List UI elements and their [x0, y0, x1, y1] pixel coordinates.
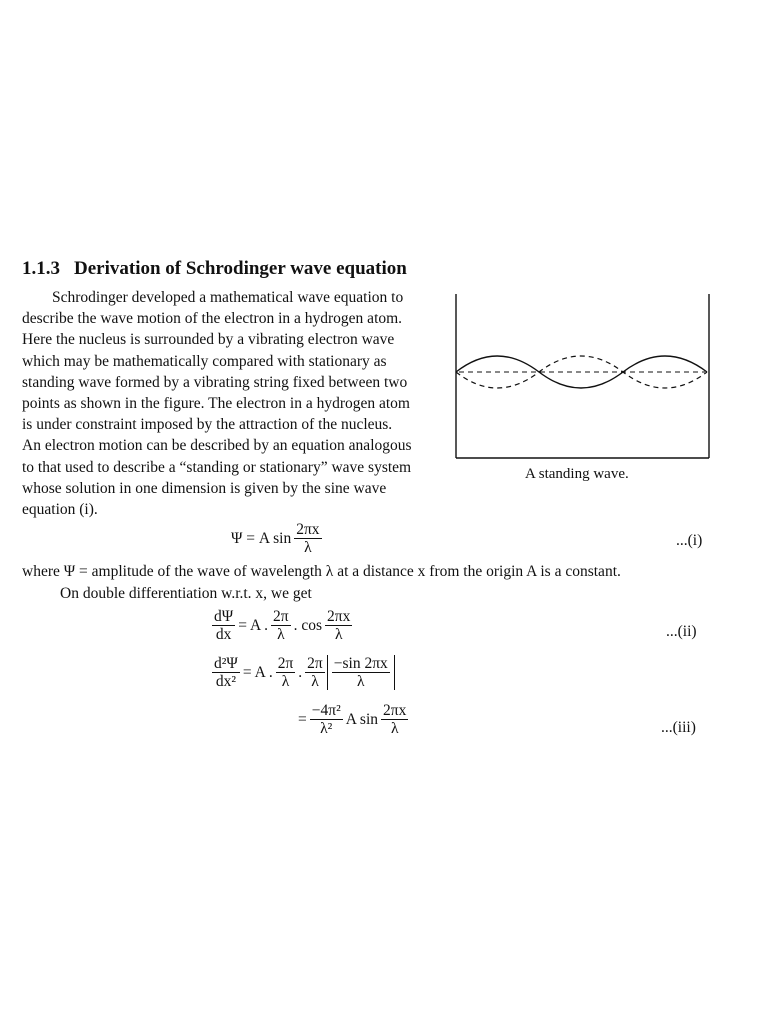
intro-paragraph	[22, 287, 442, 520]
eq3-dot: .	[298, 663, 303, 681]
eq4-f1-numerator: −4π²	[311, 702, 341, 719]
eq3-f1-numerator: 2π	[277, 655, 294, 672]
equation-second-derivative	[212, 655, 395, 690]
eq4-fraction-2	[381, 702, 408, 737]
eq4-f1-denominator: λ²	[320, 720, 333, 737]
paragraph-line: which may be mathematically compared with stationary as	[22, 352, 387, 370]
eq2-fraction-1	[271, 608, 291, 643]
paragraph-line: Schrodinger developed a mathematical wave equation to	[52, 289, 404, 306]
eq1-lhs: Ψ = A sin	[231, 529, 292, 547]
eq3-bracket	[327, 655, 395, 690]
eq3-equals-A: = A .	[242, 663, 273, 681]
section-title: Derivation of Schrodinger wave equation	[74, 258, 407, 279]
paragraph-line: to that used to describe a “standing or stationary” wave system	[22, 458, 412, 476]
eq3-lhs-fraction	[212, 655, 240, 690]
eq2-f1-denominator: λ	[277, 626, 285, 643]
eq3-fraction-1	[276, 655, 296, 690]
eq2-lhs-denominator: dx	[215, 626, 232, 643]
equation-tag-iii: ...(iii)	[661, 719, 696, 736]
eq2-lhs-numerator: dΨ	[214, 608, 234, 625]
eq4-fraction-1	[310, 702, 343, 737]
eq3-bracket-numerator: −sin 2πx	[333, 655, 388, 672]
eq3-f2-denominator: λ	[311, 673, 319, 690]
eq3-f1-denominator: λ	[281, 673, 290, 690]
equation-tag-i: ...(i)	[676, 532, 703, 549]
paragraph-line: Here the nucleus is surrounded by a vibrating electron wave	[22, 331, 395, 349]
eq4-f2-denominator: λ	[390, 720, 399, 737]
eq2-equals-A: = A .	[238, 616, 269, 634]
double-diff-line: On double differentiation w.r.t. x, we get	[60, 585, 312, 602]
equation-tag-ii: ...(ii)	[666, 623, 697, 640]
eq2-f1-numerator: 2π	[273, 608, 289, 625]
eq4-asin: A sin	[345, 710, 379, 728]
eq2-fraction-2	[325, 608, 352, 643]
section-number: 1.1.3	[22, 258, 60, 279]
standing-wave-diagram	[455, 292, 715, 462]
eq3-bracket-denominator: λ	[356, 673, 365, 690]
eq1-denominator: λ	[304, 539, 312, 556]
paragraph-line: standing wave formed by a vibrating string fixed between two	[22, 373, 408, 391]
paragraph-line: describe the wave motion of the electron in a hydrogen atom.	[22, 310, 403, 328]
eq3-f2-numerator: 2π	[307, 655, 323, 672]
section-heading	[22, 258, 407, 280]
eq3-fraction-2	[305, 655, 325, 690]
eq3-lhs-numerator: d²Ψ	[214, 655, 238, 672]
where-line: where Ψ = amplitude of the wave of wavelength λ at a distance x from the origin A is a constant.	[22, 563, 621, 580]
standing-wave-figure	[455, 292, 715, 467]
paragraph-line: whose solution in one dimension is given by the sine wave	[22, 479, 387, 497]
eq4-f2-numerator: 2πx	[383, 702, 407, 719]
eq3-bracket-fraction	[332, 655, 390, 690]
paragraph-line: is under constraint imposed by the attraction of the nucleus.	[22, 416, 393, 434]
eq2-lhs-fraction	[212, 608, 235, 643]
eq1-numerator: 2πx	[296, 521, 320, 538]
figure-caption: A standing wave.	[525, 466, 629, 482]
eq3-lhs-denominator: dx²	[215, 673, 236, 690]
eq1-fraction	[294, 521, 321, 556]
eq4-equals: =	[298, 710, 307, 728]
equation-i	[228, 521, 322, 556]
eq2-f2-numerator: 2πx	[327, 608, 351, 625]
eq2-f2-denominator: λ	[334, 626, 343, 643]
paragraph-line: points as shown in the figure. The electron in a hydrogen atom	[22, 395, 410, 413]
equation-iii	[295, 702, 408, 737]
paragraph-line: equation (i).	[22, 501, 98, 519]
paragraph-line: An electron motion can be described by an equation analogous	[22, 437, 412, 455]
equation-ii	[212, 608, 352, 643]
eq2-cos: . cos	[293, 616, 323, 634]
